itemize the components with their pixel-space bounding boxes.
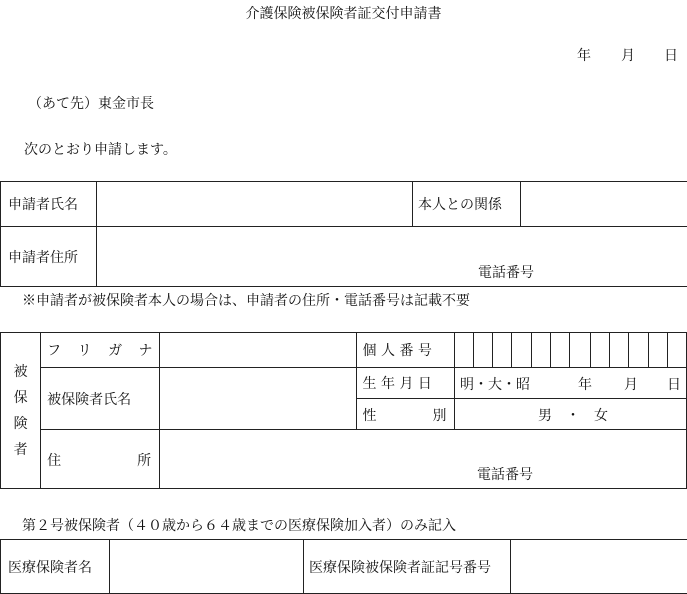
applicant-name-label: 申請者氏名 <box>1 197 78 213</box>
birthdate-label: 生 年 月 日 <box>357 376 432 392</box>
applicant-name-field[interactable] <box>97 182 413 227</box>
individual-number-digit[interactable] <box>628 333 648 368</box>
type2-note: 第２号被保険者（４０歳から６４歳までの医療保険加入者）のみ記入 <box>22 515 456 535</box>
insured-address-label-1: 住 <box>47 450 61 470</box>
birthdate-eras: 明・大・昭 <box>460 374 530 394</box>
date-year-label: 年 <box>577 45 591 65</box>
individual-number-digit[interactable] <box>570 333 590 368</box>
furigana-label: フ リ ガ ナ <box>41 343 158 359</box>
sex-label-cell <box>356 399 454 430</box>
individual-number-digit[interactable] <box>474 333 493 368</box>
insurer-field[interactable] <box>110 540 304 594</box>
applicant-phone-label: 電話番号 <box>478 262 534 282</box>
insured-group-char-4: 者 <box>1 437 40 463</box>
relation-label: 本人との関係 <box>413 197 502 213</box>
applicant-name-label-cell <box>1 182 97 227</box>
relation-field[interactable] <box>521 182 687 227</box>
individual-number-digit[interactable] <box>667 333 686 368</box>
card-number-label: 医療保険被保険者証記号番号 <box>304 560 491 576</box>
insured-address-label-cell <box>41 430 160 489</box>
date-month-label: 月 <box>621 45 635 65</box>
insurer-label: 医療保険者名 <box>1 560 92 576</box>
sex-field[interactable] <box>454 399 686 430</box>
insured-name-label-cell <box>41 368 160 430</box>
intro-text: 次のとおり申請します。 <box>24 139 177 159</box>
birthdate-year: 年 <box>578 374 592 394</box>
birthdate-label-cell <box>356 368 454 399</box>
individual-number-digit[interactable] <box>532 333 551 368</box>
sex-label-1: 性 <box>363 405 377 425</box>
individual-number-digit[interactable] <box>648 333 667 368</box>
medical-table <box>0 539 687 594</box>
insured-address-label-2: 所 <box>137 450 151 470</box>
card-number-field[interactable] <box>511 540 687 594</box>
individual-number-digit[interactable] <box>590 333 609 368</box>
individual-number-digit[interactable] <box>609 333 628 368</box>
individual-number-digit[interactable] <box>551 333 570 368</box>
birthdate-day: 日 <box>667 374 681 394</box>
insured-group-label <box>1 333 41 489</box>
insurer-label-cell <box>1 540 110 594</box>
sex-label-2: 別 <box>433 405 447 425</box>
individual-number-digit[interactable] <box>512 333 532 368</box>
furigana-label-cell <box>41 333 160 368</box>
insured-name-label: 被保険者氏名 <box>41 392 131 408</box>
date-day-label: 日 <box>664 45 678 65</box>
addressee: （あて先）東金市長 <box>28 93 154 113</box>
applicant-note: ※申請者が被保険者本人の場合は、申請者の住所・電話番号は記載不要 <box>22 290 470 310</box>
relation-label-cell <box>413 182 521 227</box>
birthdate-field[interactable] <box>454 368 686 399</box>
insured-address-field[interactable] <box>159 430 686 489</box>
applicant-address-field[interactable] <box>97 227 687 287</box>
insured-group-char-1: 被 <box>1 359 40 385</box>
form-title: 介護保険被保険者証交付申請書 <box>0 3 687 23</box>
individual-number-label: 個 人 番 号 <box>357 343 432 359</box>
applicant-address-label: 申請者住所 <box>1 250 78 266</box>
individual-number-digit[interactable] <box>493 333 512 368</box>
applicant-address-label-cell <box>1 227 97 287</box>
insured-name-field[interactable] <box>159 368 356 430</box>
furigana-field[interactable] <box>159 333 356 368</box>
insured-table <box>0 332 687 489</box>
insured-group-char-3: 険 <box>1 411 40 437</box>
individual-number-digit[interactable] <box>454 333 473 368</box>
applicant-table <box>0 181 687 287</box>
insured-phone-label: 電話番号 <box>477 464 533 484</box>
card-number-label-cell <box>304 540 511 594</box>
insured-group-char-2: 保 <box>1 385 40 411</box>
birthdate-month: 月 <box>624 374 638 394</box>
individual-number-label-cell <box>356 333 454 368</box>
sex-options[interactable]: 男 ・ 女 <box>538 405 608 425</box>
